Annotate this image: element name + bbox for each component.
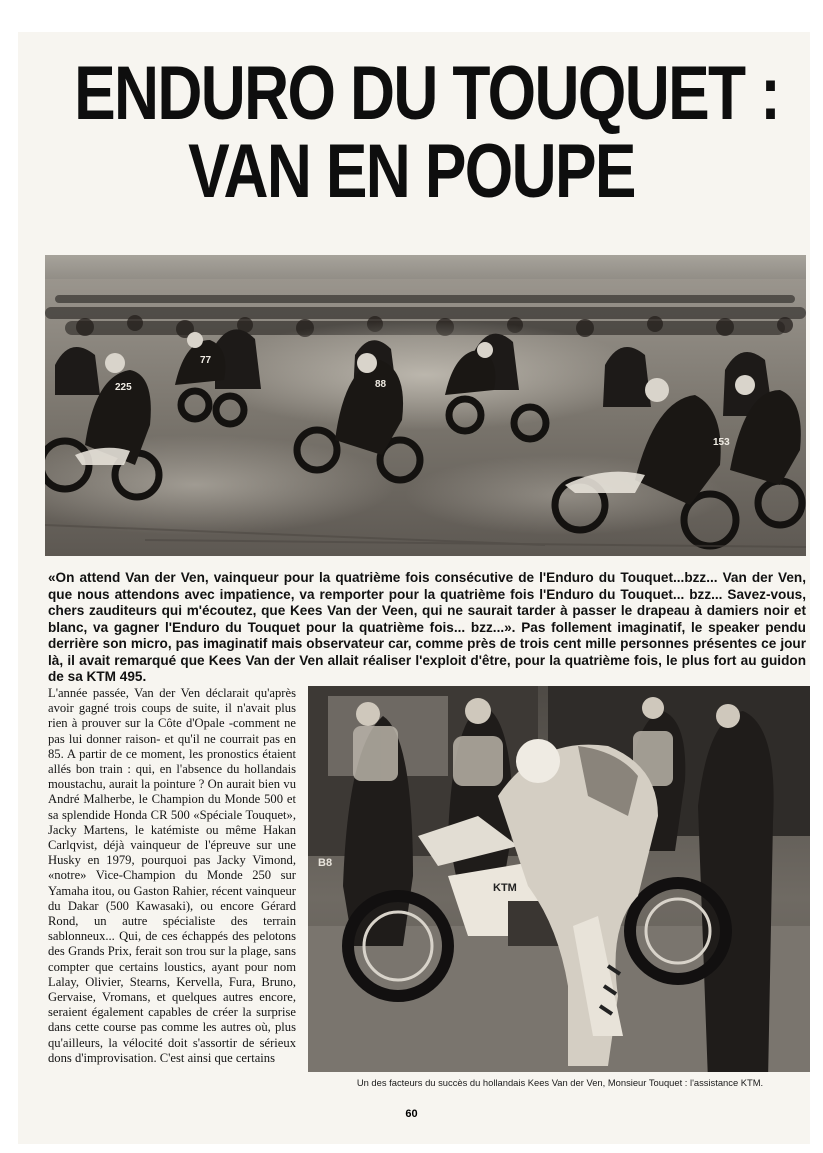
- rider-bib-number: 225: [115, 382, 132, 393]
- stall-label: B8: [318, 857, 333, 869]
- rider-bib-number: 77: [200, 355, 212, 366]
- headline-line-1: ENDURO DU TOUQUET :: [74, 51, 780, 136]
- rider-bib-number: 88: [375, 379, 387, 390]
- beach-race-start-photo: [45, 255, 806, 556]
- lead-paragraph: «On attend Van der Ven, vainqueur pour la quatrième fois consécutive de l'Enduro du Touquet...bzz... Van der Ven, que nous attendons avec impatience, va remporter pour la quatrième fois l'Enduro du Touquet... bzz... Savez-vous, chers zauditeurs qui m'écoutez, que Kees Van der Veen, qui ne saurait tarder à passer le drapeau à damiers noir et blanc, va gagner l'Enduro du Touquet pour la quatrième fois... bzz...». Pas follement imaginatif, le speaker pendu derrière son micro, pas imaginatif mais observateur car, comme près de trois cent mille personnes présentes ce jour là, il avait remarqué que Kees Van der Ven allait réaliser l'exploit d'être, pour la quatrième fois, le plus fort au guidon de sa KTM 495.: [48, 570, 806, 684]
- svg-text:KTM: KTM: [493, 882, 517, 894]
- article-body-column: L'année passée, Van der Ven déclarait qu'après avoir gagné trois coups de suite, il n'avait plus rien à prouver sur la Côte d'Opale -comment ne pas lui donner raison- et qu'il ne courrait pas en 85. A partir de ce moment, les pronostics étaient allés bon train : qui, en l'absence du hollandais moustachu, aurait la pointure ? On aurait bien vu André Malherbe, le Champion du Monde 500 et sa splendide Honda CR 500 «Spéciale Touquet», Jacky Martens, le katémiste ou même Hakan Carlqvist, déjà vainqueur de l'épreuve sur une Husky en 1979, pourquoi pas Jacky Vimond, «notre» Vice-Champion du Monde 250 sur Yamaha itou, ou Gaston Rahier, récent vainqueur du Dakar (500 Kawasaki), ou encore Gérard Rond, un autre spécialiste des terrain sablonneux... Qui, de ces échappés des pelotons des Grands Prix, ferait son trou sur la plage, sans compter que certains loustics, ayant pour nom Lalay, Olivier, Stearns, Kervella, Fura, Bruno, Gervaise, Vromans, et quelques autres encore, seraient également capables de créer la surprise dans cette course pas comme les autres où, plus qu'ailleurs, la vélocité doit s'assortir de sérieux dons d'improvisation. C'est ainsi que certains: [48, 686, 296, 1065]
- headline-line-2: VAN EN POUPE: [188, 129, 635, 214]
- page-number: 60: [405, 1108, 418, 1120]
- ktm-assistance-photo: [308, 686, 810, 1072]
- rider-bib-number: 153: [713, 437, 730, 448]
- photo-caption: Un des facteurs du succès du hollandais Kees Van der Ven, Monsieur Touquet : l'assistance KTM.: [356, 1077, 764, 1088]
